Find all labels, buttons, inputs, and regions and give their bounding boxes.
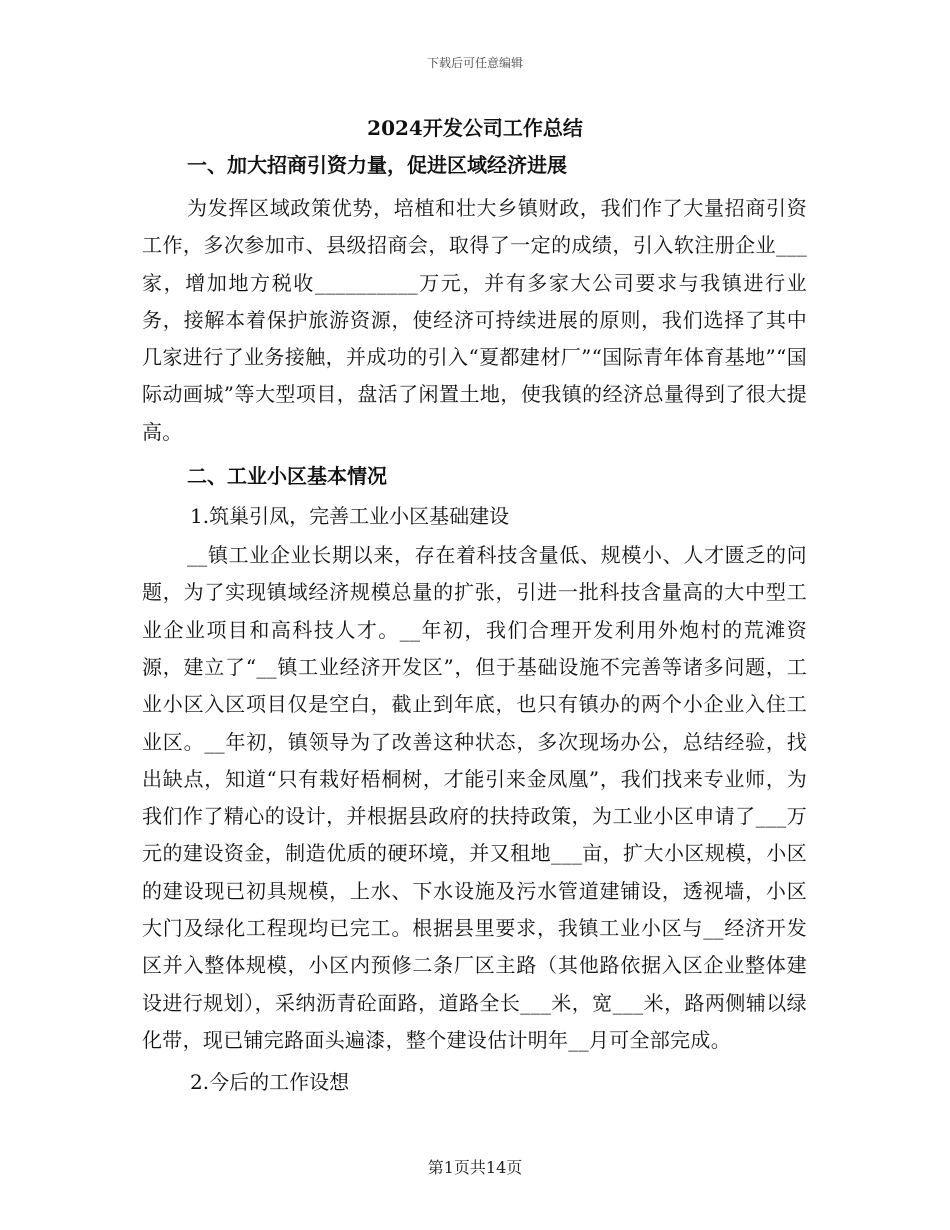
section-1-heading: 一、加大招商引资力量，促进区域经济进展 [187,153,567,177]
section-2-heading: 二、工业小区基本情况 [187,464,387,489]
document-title: 2024开发公司工作总结 [367,116,583,140]
section-1-paragraph: 为发挥区域政策优势，培植和壮大乡镇财政，我们作了大量招商引资工作，多次参加市、县级招商会，取得了一定的成绩，引入软注册企业___家，增加地方税收__________万元，并有多家大公司要求与我镇进行业务，接解本着保护旅游资源，使经济可持续进展的原则，我们选择了其中几家进行了业务接触，并成功的引入“夏都建材厂”“国际青年体育基地”“国际动画城”等大型项目，盘活了闲置土地，使我镇的经济总量得到了很大提高。 [142,196,807,444]
subsection-1-heading: 1.筑巢引凤，完善工业小区基础建设 [190,504,510,529]
document-body [142,150,807,1103]
page-number-footer: 第1页共14页 [427,1158,523,1177]
subsection-2-heading: 2.今后的工作设想 [190,1070,350,1095]
header-note: 下载后可任意编辑 [426,56,523,70]
section-2-paragraph: __镇工业企业长期以来，存在着科技含量低、规模小、人才匮乏的问题，为了实现镇域经济规模总量的扩张，引进一批科技含量高的大中型工业企业项目和高科技人才。__年初，我们合理开发利用外炮村的荒滩资源，建立了“__镇工业经济开发区”，但于基础设施不完善等诸多问题，工业小区入区项目仅是空白，截止到年底，也只有镇办的两个小企业入住工业区。__年初，镇领导为了改善这种状态，多次现场办公，总结经验，找出缺点，知道“只有栽好梧桐树，才能引来金凤凰”，我们找来专业师，为我们作了精心的设计，并根据县政府的扶持政策，为工业小区申请了___万元的建设资金，制造优质的硬环境，并又租地___亩，扩大小区规模，小区的建设现已初具规模，上水、下水设施及污水管道建铺设，透视墙，小区大门及绿化工程现均已完工。根据县里要求，我镇工业小区与__经济开发区并入整体规模，小区内预修二条厂区主路（其他路依据入区企业整体建设进行规划），采纳沥青砼面路，道路全长___米，宽___米，路两侧辅以绿化带，现已铺完路面头遍漆，整个建设估计明年__月可全部完成。 [142,543,807,1052]
